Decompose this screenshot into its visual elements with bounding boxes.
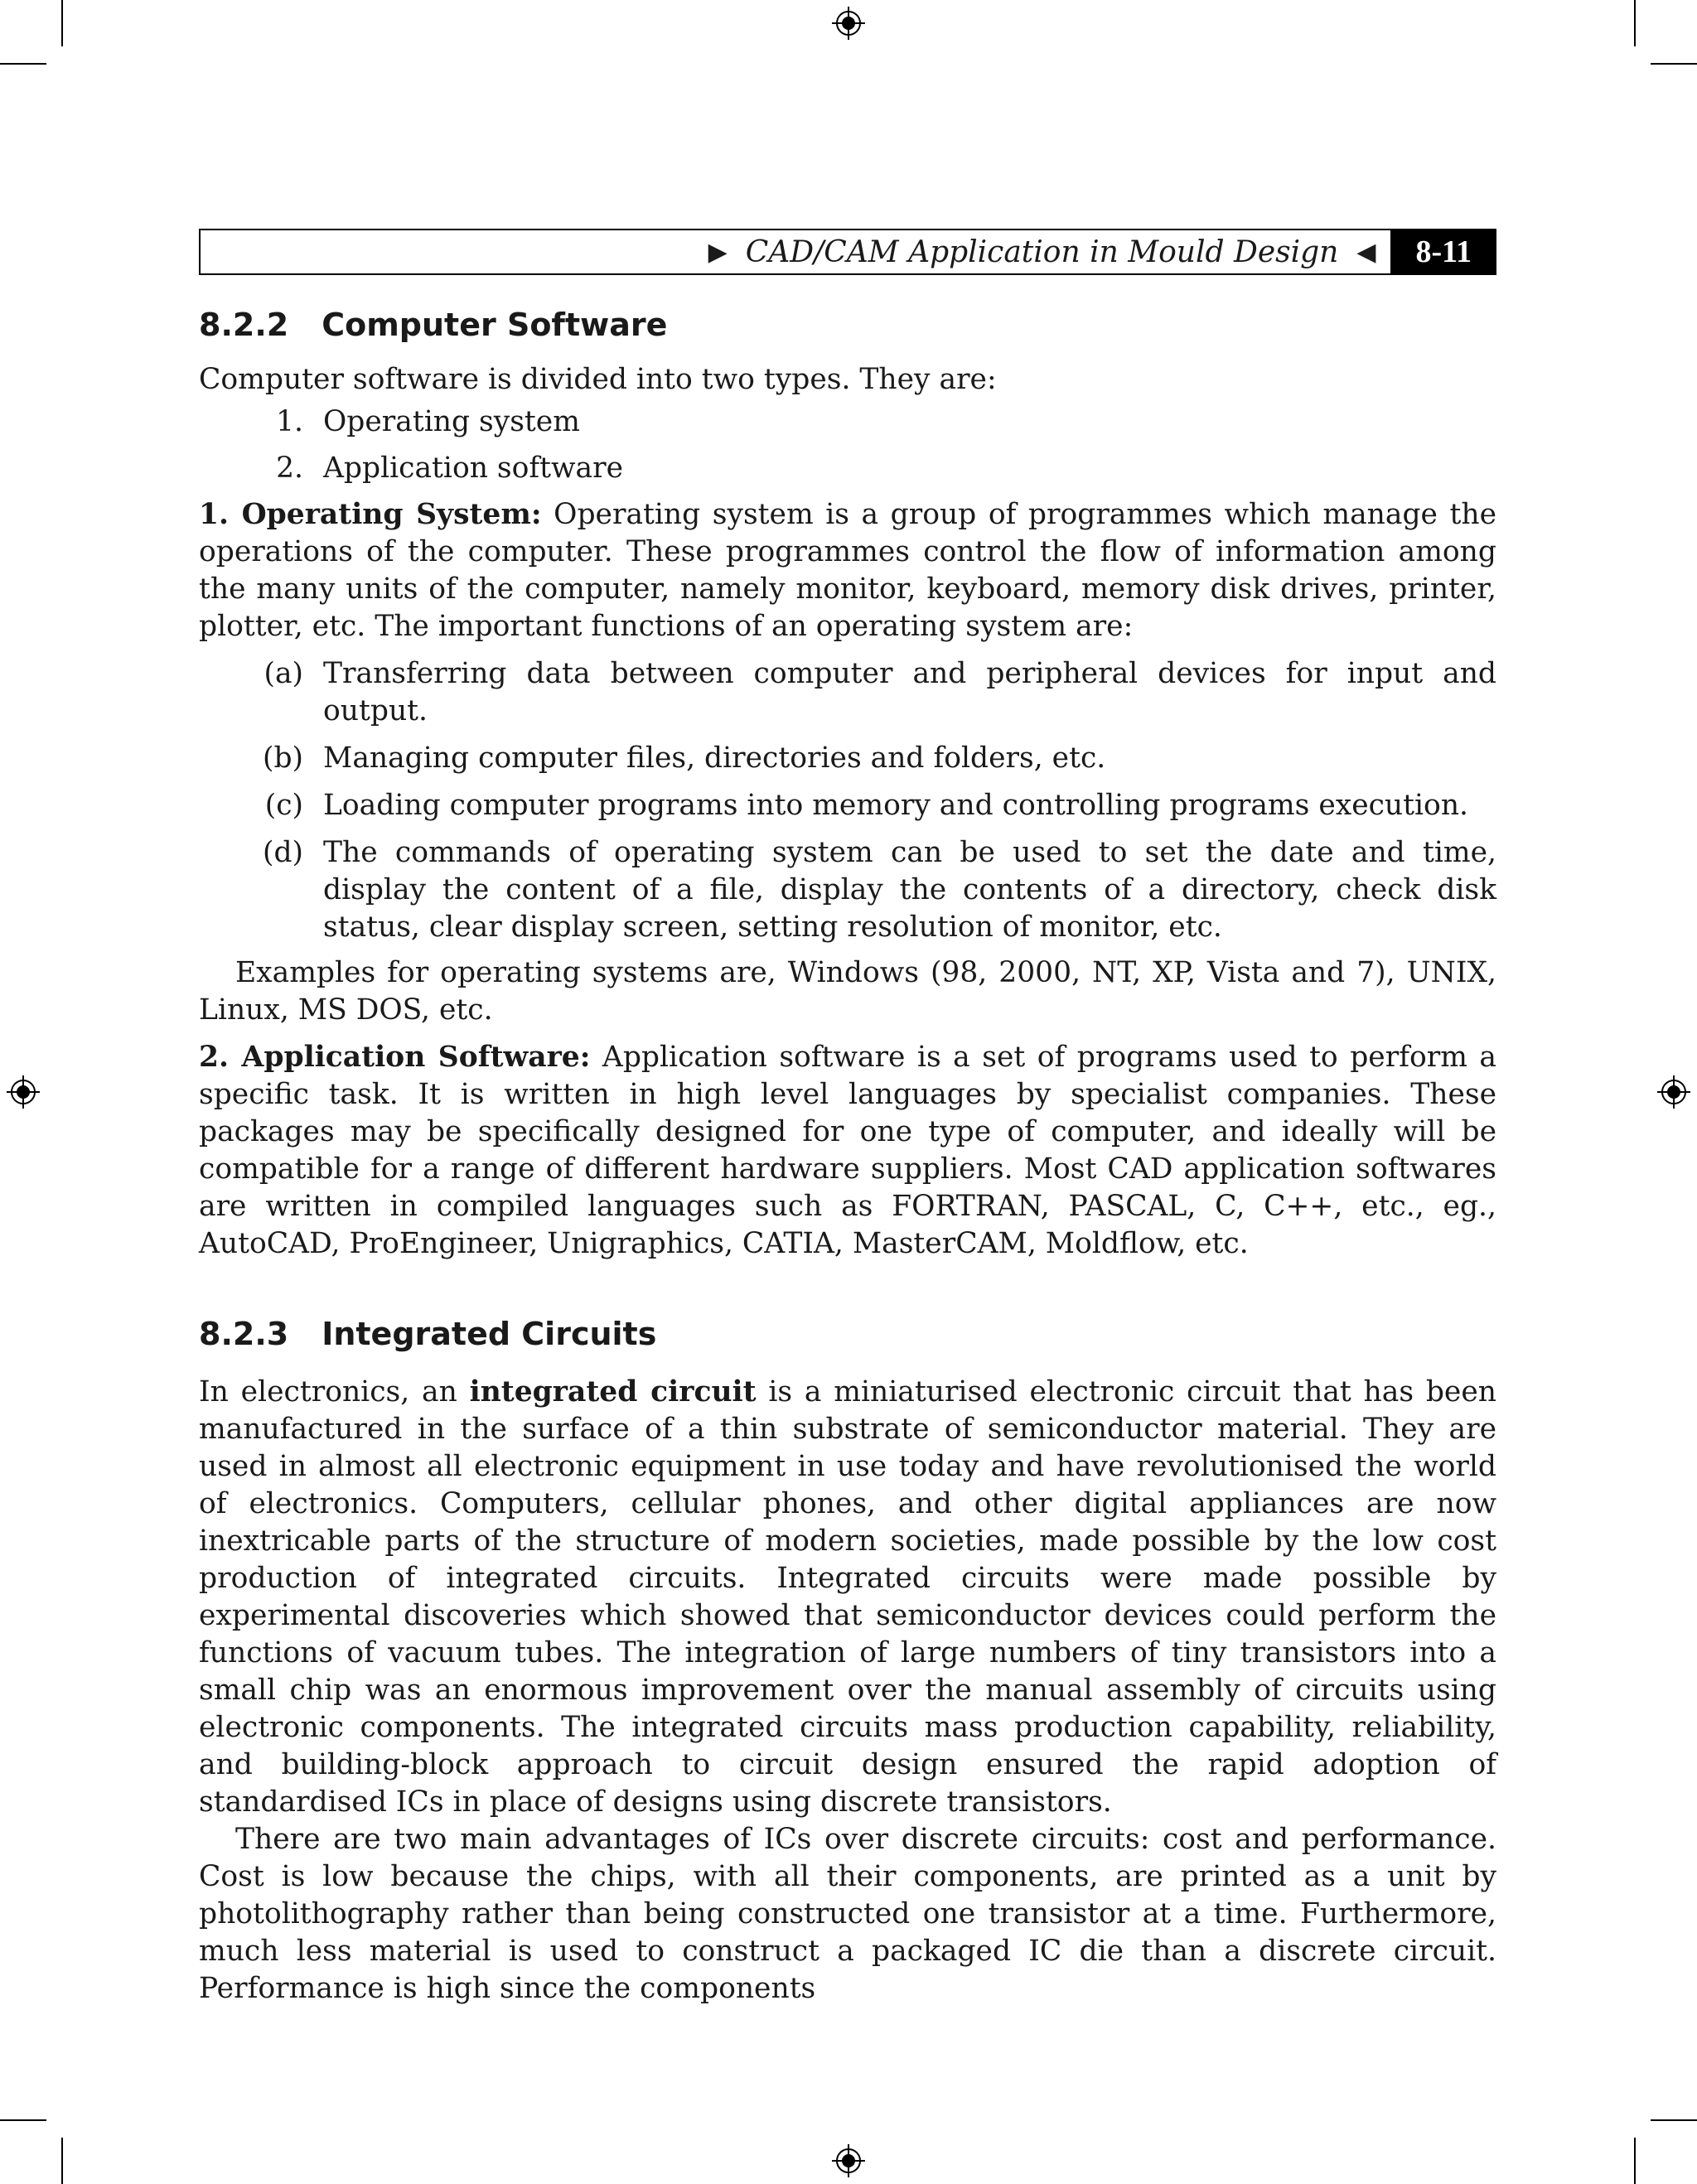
section-number: 8.2.3 [199,1316,289,1352]
paragraph [199,1039,1496,1263]
triangle-right-icon: ▶ [708,237,728,267]
crop-mark [61,2138,63,2184]
crop-mark [0,2119,46,2121]
page-number: 8-11 [1390,229,1496,275]
list-text: Managing computer files, directories and folders, etc. [323,742,1106,775]
list-text: Loading computer programs into memory and controlling programs execution. [323,789,1469,822]
list-label: (c) [264,789,303,822]
list-number: 1. [276,405,303,438]
bold-term: integrated circuit [469,1375,757,1408]
paragraph-text: is a miniaturised electronic circuit that has been manufactured in the surface of a thin substrate of semiconductor material. They are used in almost all electronic equipment in use today and have revolutionised the world of electronics. Computers, cellular phones, and other digital appliances are now inextricable parts of the structure of modern societies, made possible by the low cost production of integrated circuits. Integrated circuits were made possible by experimental discoveries which showed that semiconductor devices could perform the functions of vacuum tubes. The integration of large numbers of tiny transistors into a small chip was an enormous improvement over the manual assembly of circuits using electronic components. The integrated circuits mass production capability, reliability, and building-block approach to circuit design ensured the rapid adoption of standardised ICs in place of designs using discrete transistors. [199,1375,1496,1819]
run-in-heading: 2. Application Software: [199,1041,591,1074]
list-item [199,399,1496,445]
list-text: Application software [323,452,624,485]
paragraph [199,496,1496,645]
section-heading [199,307,1496,343]
list-item [199,655,1496,730]
registration-mark-icon [1656,1074,1692,1110]
os-functions-list [199,655,1496,946]
running-head-title-group [708,235,1391,269]
list-label: (b) [262,742,303,775]
paragraph [199,1374,1496,1821]
registration-mark-icon [830,2143,867,2179]
section-title: Integrated Circuits [322,1316,657,1352]
paragraph-text: Operating system is a group of programmes which manage the operations of the computer. These programmes control the flow of information among the many units of the computer, namely monitor, keyboard, memory disk drives, printer, plotter, etc. The important functions of an operating system are: [199,498,1496,643]
running-head-title: CAD/CAM Application in Mould Design [745,234,1339,269]
registration-mark-icon [830,5,867,41]
list-number: 2. [276,452,303,485]
software-types-list [199,399,1496,491]
crop-mark [1651,63,1697,65]
section-title: Computer Software [322,307,668,343]
run-in-heading: 1. Operating System: [199,498,542,531]
crop-mark [0,63,46,65]
crop-mark [1651,2119,1697,2121]
list-item [199,834,1496,946]
section-number: 8.2.2 [199,307,289,343]
paragraph-text: In electronics, an [199,1375,470,1408]
list-text: The commands of operating system can be used to set the date and time, display the content of a file, display the contents of a directory, check disk status, clear display screen, setting resolution of monitor, etc. [323,836,1496,944]
list-text: Operating system [323,405,580,438]
paragraph: Computer software is divided into two types. They are: [199,363,997,396]
list-label: (a) [263,657,303,690]
section-heading [199,1316,1496,1352]
list-item [199,787,1496,824]
paragraph: There are two main advantages of ICs over discrete circuits: cost and performance. Cost is low because the chips, with all their components, are printed as a unit by photolithography rather than being constructed one transistor at a time. Furthermore, much less material is used to construct a packaged IC die than a discrete circuit. Performance is high since the components [199,1823,1496,2005]
running-head [199,229,1496,275]
crop-mark [61,0,63,46]
list-text: Transferring data between computer and peripheral devices for input and output. [323,657,1496,727]
triangle-left-icon: ◀ [1356,237,1376,267]
list-label: (d) [262,836,303,869]
paragraph: Examples for operating systems are, Windows (98, 2000, NT, XP, Vista and 7), UNIX, Linux, MS DOS, etc. [199,956,1496,1027]
registration-mark-icon [5,1074,41,1110]
list-item [199,445,1496,491]
crop-mark [1634,2138,1636,2184]
crop-mark [1634,0,1636,46]
page-content [199,229,1496,2008]
list-item [199,740,1496,777]
paragraph-text: Application software is a set of programs used to perform a specific task. It is written in high level languages by specialist companies. These packages may be specifically designed for one type of computer, and ideally will be compatible for a range of different hardware suppliers. Most CAD application softwares are written in compiled languages such as FORTRAN, PASCAL, C, C++, etc., eg., AutoCAD, ProEngineer, Unigraphics, CATIA, MasterCAM, Moldflow, etc. [199,1041,1496,1260]
